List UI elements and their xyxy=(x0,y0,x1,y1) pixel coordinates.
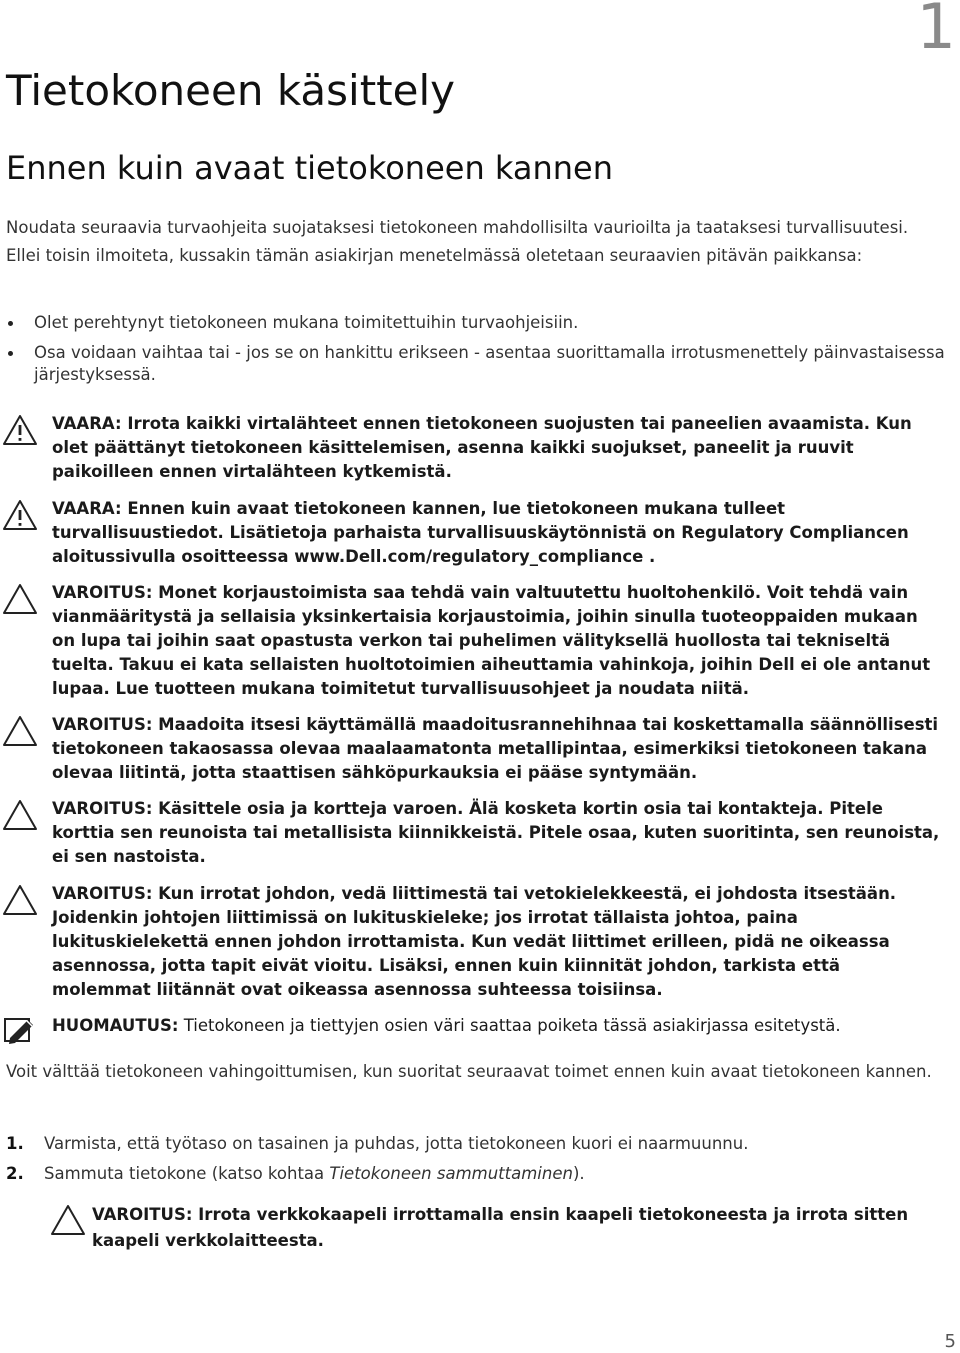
caution-triangle-icon xyxy=(50,1202,92,1236)
list-item: Osa voidaan vaihtaa tai - jos se on hankittu erikseen - asentaa suorittamalla irrotusmenettely päinvastaisessa järjestyksessä. xyxy=(6,342,946,386)
caution-triangle-icon xyxy=(2,797,52,831)
caution-triangle-icon xyxy=(2,713,52,747)
page-title: Tietokoneen käsittely xyxy=(6,66,455,115)
warning-triangle-icon xyxy=(2,497,52,531)
danger-notice xyxy=(2,497,942,569)
step-text: Varmista, että työtaso on tasainen ja puhdas, jotta tietokoneen kuori ei naarmuunnu. xyxy=(44,1134,749,1153)
caution-notice xyxy=(2,882,942,1002)
caution-triangle-icon xyxy=(2,581,52,615)
list-item xyxy=(6,1133,946,1155)
caution-notice xyxy=(2,713,942,785)
step-number: 1. xyxy=(6,1134,24,1153)
note-notice xyxy=(2,1014,942,1044)
caution-triangle-icon xyxy=(2,882,52,916)
notice-text: VAARA: Ennen kuin avaat tietokoneen kannen, lue tietokoneen mukana tulleet turvallisuustiedot. Lisätietoja parhaista turvallisuuskäytönnistä on Regulatory Compliancen aloitussivulla osoitteessa www.Dell.com/regulatory_compliance . xyxy=(52,499,909,566)
step-text: Sammuta tietokone (katso kohtaa xyxy=(44,1164,330,1183)
notice-text: VAROITUS: Käsittele osia ja kortteja varoen. Älä kosketa kortin osia tai kontakteja. Pitele korttia sen reunoista tai metallisista kiinnikkeistä. Pitele osaa, kuten suoritinta, sen reunoista, ei sen nastoista. xyxy=(52,799,940,866)
intro-paragraph: Noudata seuraavia turvaohjeita suojataksesi tietokoneen mahdollisilta vaurioilta ja taataksesi turvallisuutesi. Ellei toisin ilmoiteta, kussakin tämän asiakirjan menetelmässä oletetaan seuraavien pitävän paikkansa: xyxy=(6,218,909,265)
caution-notice xyxy=(50,1202,910,1254)
section-title: Ennen kuin avaat tietokoneen kannen xyxy=(6,149,614,187)
prerequisite-list xyxy=(6,312,946,394)
pencil-note-icon xyxy=(2,1014,52,1044)
danger-notice xyxy=(2,412,942,484)
step-number: 2. xyxy=(6,1164,24,1183)
step-text-reference: Tietokoneen sammuttaminen xyxy=(329,1164,573,1183)
notice-text: VAROITUS: Maadoita itsesi käyttämällä maadoitusrannehihnaa tai koskettamalla säännöllisesti tietokoneen takaosassa olevaa maalaamatonta metallipintaa, esimerkiksi tietokoneen takana olevaa liitintä, jotta staattisen sähköpurkauksia ei pääse syntymään. xyxy=(52,715,939,782)
notice-text: VAARA: Irrota kaikki virtalähteet ennen tietokoneen suojusten tai paneelien avaamista. Kun olet päättänyt tietokoneen käsittelemisen, asenna kaikki suojukset, paneelit ja ruuvit paikoilleen ennen virtalähteen kytkemistä. xyxy=(52,414,912,481)
list-item xyxy=(6,1163,946,1185)
notice-text: VAROITUS: Irrota verkkokaapeli irrottamalla ensin kaapeli tietokoneesta ja irrota sitten kaapeli verkkolaitteesta. xyxy=(92,1205,909,1250)
body-paragraph: Voit välttää tietokoneen vahingoittumisen, kun suoritat seuraavat toimet ennen kuin avaat tietokoneen kannen. xyxy=(6,1062,932,1081)
note-label: HUOMAUTUS: xyxy=(52,1016,179,1035)
list-item: Olet perehtynyt tietokoneen mukana toimitettuihin turvaohjeisiin. xyxy=(6,312,946,334)
chapter-number: 1 xyxy=(916,0,956,63)
page-number: 5 xyxy=(944,1331,956,1352)
note-text xyxy=(52,1014,942,1038)
caution-notice xyxy=(2,581,942,701)
caution-notice xyxy=(2,797,942,869)
notice-text: VAROITUS: Kun irrotat johdon, vedä liittimestä tai vetokielekkeestä, ei johdosta itsestään. Joidenkin johtojen liittimissä on lukituskieleke; jos irrotat tällaista johtoa, paina lukituskielekettä ennen johdon irrottamista. Kun vedät liittimet erilleen, pidä ne oikeassa asennossa, jotta tapit eivät vioitu. Lisäksi, ennen kuin kiinnität johdon, tarkista että molemmat liitännät ovat oikeassa asennossa suhteessa toisiinsa. xyxy=(52,884,897,999)
warning-triangle-icon xyxy=(2,412,52,446)
notice-text: VAROITUS: Monet korjaustoimista saa tehdä vain valtuutettu huoltohenkilö. Voit tehdä vain vianmääritystä ja sellaisia yksinkertaisia korjaustoimia, joihin sinulla tuoteoppaiden mukaan on lupa tai joihin saat opastusta verkon tai puhelimen välityksellä huollosta tai tekniseltä tuelta. Takuu ei kata sellaisten huoltotoimien aiheuttamia vahinkoja, joihin Dell ei ole antanut lupaa. Lue tuotteen mukana toimitetut turvallisuusohjeet ja noudata niitä. xyxy=(52,583,931,698)
procedure-steps xyxy=(6,1133,946,1193)
step-text-end: ). xyxy=(572,1164,585,1183)
note-body: Tietokoneen ja tiettyjen osien väri saattaa poiketa tässä asiakirjassa esitetystä. xyxy=(178,1016,841,1035)
